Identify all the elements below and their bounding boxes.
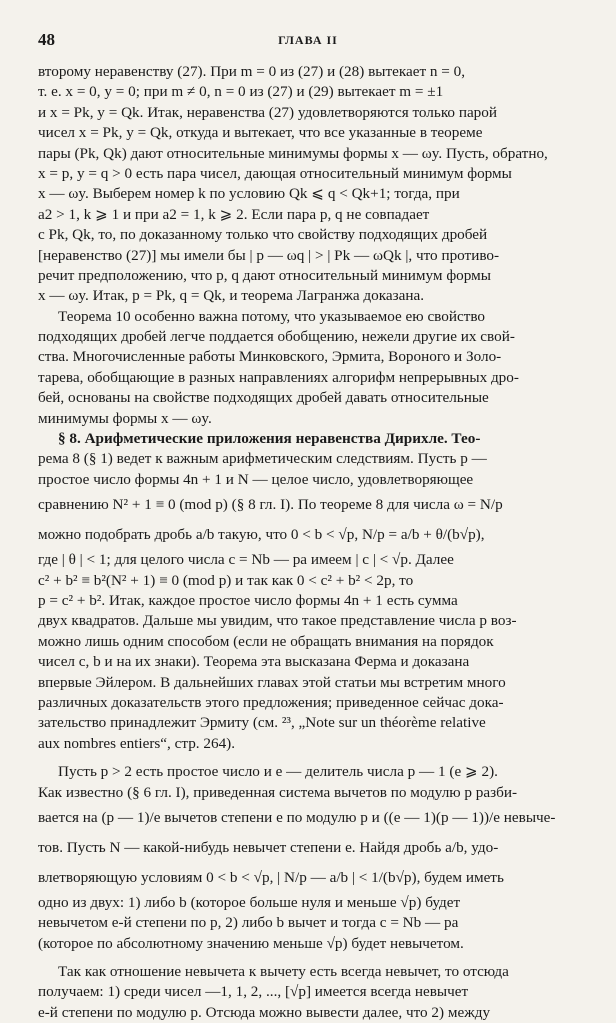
text-line: различных доказательств этого предложения; приведенное сейчас дока- xyxy=(38,693,504,711)
text-line: бей, основаны на свойстве подходящих дробей давать относительные xyxy=(38,389,489,407)
text-line: зательство принадлежит Эрмиту (см. ²³, „Note sur un théorème relative xyxy=(38,714,486,732)
text-line: получаем: 1) среди чисел —1, 1, 2, ..., [√p] имеется всегда невычет xyxy=(38,983,469,1001)
text-line: можно лишь одним способом (если не обращать внимания на порядок xyxy=(38,632,494,650)
text-line: минимумы формы x — ωy. xyxy=(38,409,212,427)
text-line: где | θ | < 1; для целого числа c = Nb — pa имеем | c | < √p. Далее xyxy=(38,551,454,569)
text-line: e-й степени по модулю p. Отсюда можно вывести далее, что 2) между xyxy=(38,1003,491,1021)
text-line: тарева, обобщающие в разных направлениях алгорифм непрерывных дро- xyxy=(38,368,519,386)
text-line: p = c² + b². Итак, каждое простое число формы 4n + 1 есть сумма xyxy=(38,591,458,609)
text-line: речит предположению, что p, q дают относительный минимум формы xyxy=(38,266,491,284)
text-line: c² + b² ≡ b²(N² + 1) ≡ 0 (mod p) и так как 0 < c² + b² < 2p, то xyxy=(38,571,414,589)
text-line: и x = Pk, y = Qk. Итак, неравенства (27) удовлетворяются только парой xyxy=(38,103,497,121)
text-line: Как известно (§ 6 гл. I), приведенная система вычетов по модулю p разби- xyxy=(38,783,518,801)
running-head: ГЛАВА II xyxy=(278,33,338,47)
text-line: x — ωy. Итак, p = Pk, q = Qk, и теорема Лагранжа доказана. xyxy=(38,287,425,305)
text-line: с Pk, Qk, то, по доказанному только что свойству подходящих дробей xyxy=(38,226,488,244)
text-line: рема 8 (§ 1) ведет к важным арифметическим следствиям. Пусть p — xyxy=(38,450,487,468)
text-line: т. е. x = 0, y = 0; при m ≠ 0, n = 0 из (27) и (29) вытекает m = ±1 xyxy=(38,83,444,101)
text-line: пары (Pk, Qk) дают относительные минимумы формы x — ωy. Пусть, обратно, xyxy=(38,144,548,162)
text-line: одно из двух: 1) либо b (которое больше нуля и меньше √p) будет xyxy=(38,893,461,911)
page-number: 48 xyxy=(38,30,55,49)
text-line: чисел c, b и на их знаки). Теорема эта высказана Ферма и доказана xyxy=(38,653,470,671)
text-line: влетворяющую условиям 0 < b < √p, | N/p — a/b | < 1/(b√p), будем иметь xyxy=(38,868,504,886)
text-line: сравнению N² + 1 ≡ 0 (mod p) (§ 8 гл. I). По теореме 8 для числа ω = N/p xyxy=(38,496,503,514)
page-header xyxy=(38,30,578,54)
text-line: можно подобрать дробь a/b такую, что 0 < b < √p, N/p = a/b + θ/(b√p), xyxy=(38,526,485,544)
text-line: Так как отношение невычета к вычету есть всегда невычет, то отсюда xyxy=(58,963,509,981)
text-line: a2 > 1, k ⩾ 1 и при a2 = 1, k ⩾ 2. Если пара p, q не совпадает xyxy=(38,205,430,223)
text-line: aux nombres entiers“, стр. 264). xyxy=(38,734,236,752)
page-body xyxy=(38,62,578,1023)
text-line: (которое по абсолютному значению меньше √p) будет невычетом. xyxy=(38,934,464,952)
section-heading-line: § 8. Арифметические приложения неравенства Дирихле. Тео- xyxy=(58,430,481,448)
text-line: чисел x = Pk, y = Qk, откуда и вытекает, что все указанные в теореме xyxy=(38,124,483,142)
text-line: [неравенство (27)] мы имели бы | p — ωq | > | Pk — ωQk |, что противо- xyxy=(38,246,500,264)
text-line: подходящих дробей легче поддается обобщению, нежели другие их свой- xyxy=(38,328,515,346)
text-line: Пусть p > 2 есть простое число и e — делитель числа p — 1 (e ⩾ 2). xyxy=(58,763,498,781)
text-line: двух квадратов. Дальше мы увидим, что такое представление числа p воз- xyxy=(38,612,517,630)
text-line: второму неравенству (27). При m = 0 из (27) и (28) вытекает n = 0, xyxy=(38,63,466,80)
text-line: x — ωy. Выберем номер k по условию Qk ⩽ q < Qk+1; тогда, при xyxy=(38,185,460,203)
text-line: тов. Пусть N — какой-нибудь невычет степени e. Найдя дробь a/b, удо- xyxy=(38,838,499,856)
text-line: вается на (p — 1)/e вычетов степени e по модулю p и ((e — 1)(p — 1))/e невыче- xyxy=(38,808,556,826)
text-line: Теорема 10 особенно важна потому, что указываемое ею свойство xyxy=(58,307,486,325)
text-line: впервые Эйлером. В дальнейших главах этой статьи мы встретим много xyxy=(38,673,506,691)
text-line: ства. Многочисленные работы Минковского, Эрмита, Вороного и Золо- xyxy=(38,348,502,366)
text-line: невычетом e-й степени по p, 2) либо b вычет и тогда c = Nb — pa xyxy=(38,914,459,932)
text-line: x = p, y = q > 0 есть пара чисел, дающая относительный минимум формы xyxy=(38,164,512,182)
text-line: простое число формы 4n + 1 и N — целое число, удовлетворяющее xyxy=(38,470,474,488)
